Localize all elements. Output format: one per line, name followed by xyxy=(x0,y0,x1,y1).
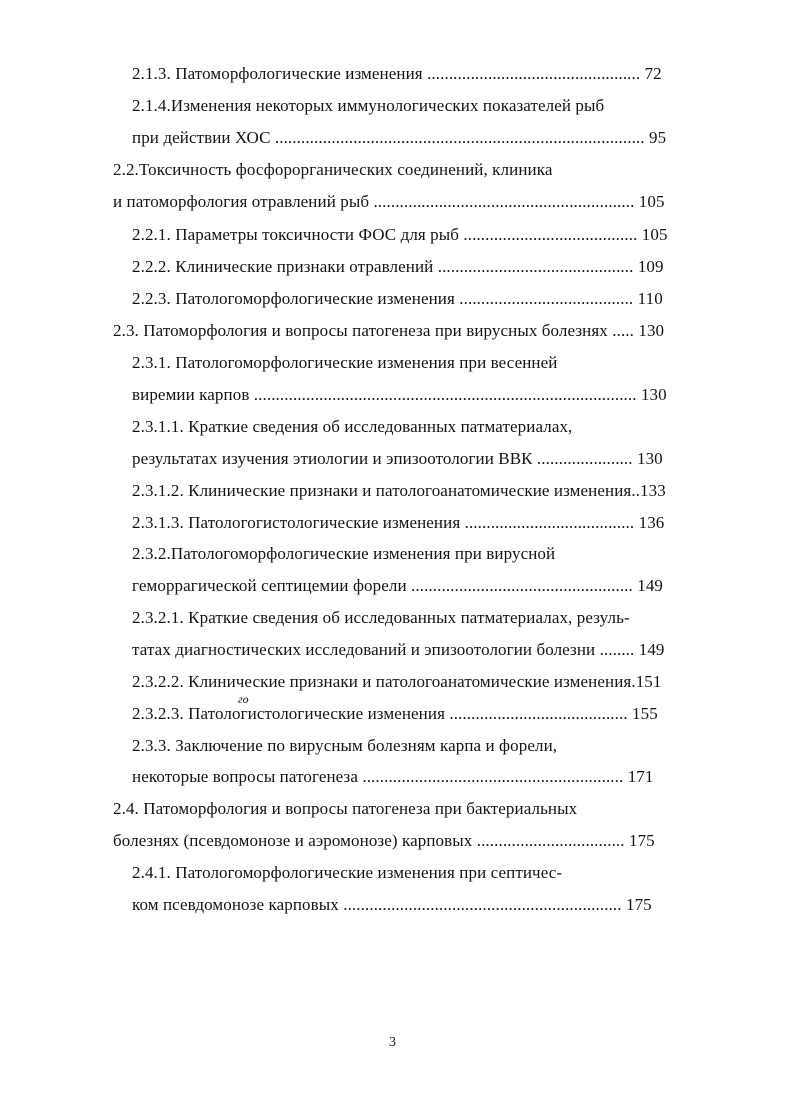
toc-line: 2.3. Патоморфология и вопросы патогенеза при вирусных болезнях ..... 130 xyxy=(113,321,665,340)
toc-line: 2.2.Токсичность фосфорорганических соединений, клиника xyxy=(113,160,553,179)
toc-line: 2.4. Патоморфология и вопросы патогенеза при бактериальных xyxy=(113,799,578,818)
toc-line: 2.3.2.2. Клинические признаки и патологоанатомические изменения.151 xyxy=(132,672,662,691)
toc-line: болезнях (псевдомонозе и аэромонозе) карповых .................................. 175 xyxy=(113,831,655,850)
toc-line: при действии ХОС ..................................................................................... 95 xyxy=(132,128,667,147)
toc-line: и патоморфология отравлений рыб ............................................................ 105 xyxy=(113,192,665,211)
toc-line: 2.3.2.3. Патологистологические изменения ......................................... 155 xyxy=(132,704,658,723)
toc-line: 2.3.2.Патологоморфологические изменения при вирусной xyxy=(132,544,556,563)
toc-line: 2.2.3. Патологоморфологические изменения ........................................ 110 xyxy=(132,289,663,308)
toc-line: результатах изучения этиологии и эпизоотологии ВВК ...................... 130 xyxy=(132,449,663,468)
toc-line: 2.3.3. Заключение по вирусным болезням карпа и форели, xyxy=(132,736,558,755)
toc-line: 2.3.1.1. Краткие сведения об исследованных патматериалах, xyxy=(132,417,573,436)
toc-line: татах диагностических исследований и эпизоотологии болезни ........ 149 xyxy=(132,640,665,659)
toc-line: геморрагической септицемии форели ................................................... 149 xyxy=(132,576,664,595)
toc-line: 2.3.1.3. Патологогистологические изменения ....................................... 136 xyxy=(132,513,665,532)
handwritten-insert: го xyxy=(238,692,249,706)
toc-line: 2.3.2.1. Краткие сведения об исследованных патматериалах, резуль- xyxy=(132,608,630,627)
toc-line: 2.2.2. Клинические признаки отравлений ............................................. 109 xyxy=(132,257,664,276)
toc-line: 2.3.1.2. Клинические признаки и патологоанатомические изменения..133 xyxy=(132,481,666,500)
toc-line: 2.2.1. Параметры токсичности ФОС для рыб ........................................ 105 xyxy=(132,225,668,244)
toc-line: 2.4.1. Патологоморфологические изменения при септичес- xyxy=(132,863,563,882)
toc-line: виремии карпов ........................................................................................ 130 xyxy=(132,385,667,404)
toc-line: 2.3.1. Патологоморфологические изменения при весенней xyxy=(132,353,558,372)
page-number: 3 xyxy=(389,1035,396,1050)
toc-line: ком псевдомонозе карповых ................................................................ 175 xyxy=(132,895,652,914)
toc-line: 2.1.3. Патоморфологические изменения ................................................. 72 xyxy=(132,64,662,83)
toc-line: 2.1.4.Изменения некоторых иммунологических показателей рыб xyxy=(132,96,605,115)
toc-line: некоторые вопросы патогенеза ............................................................ 171 xyxy=(132,767,654,786)
